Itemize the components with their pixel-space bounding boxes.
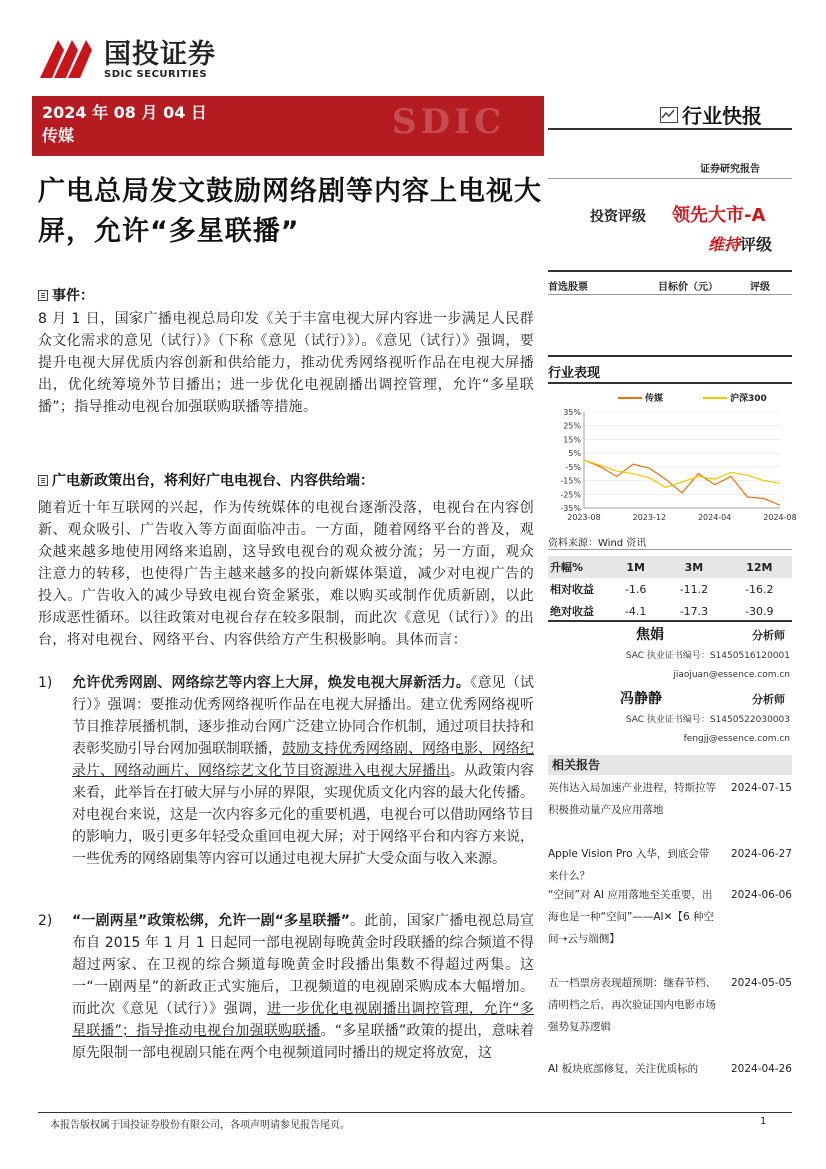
perf-bottom-rule (548, 620, 792, 622)
list-item[interactable] (548, 777, 792, 821)
related-report-title[interactable]: Apple Vision Pro 入华，到底会带来什么？ (548, 848, 710, 882)
y-tick-label: 15% (563, 435, 581, 445)
rating-maintain: 维持 (708, 235, 741, 254)
list-item-2-heading: “一剧两星”政策松绑，允许一剧“多星联播” (72, 913, 350, 929)
rating-sub-rest: 评级 (740, 235, 773, 254)
footer-disclaimer: 本报告版权属于国投证券股份有限公司，各项声明请参见报告尾页。 (50, 1120, 350, 1131)
source-rule (548, 549, 792, 550)
y-tick-label: 25% (563, 421, 581, 431)
policy-paragraph: 随着近十年互联网的兴起，作为传统媒体的电视台逐渐没落，电视台在内容创新、观众吸引、广告收入等方面面临冲击。一方面，随着网络平台的普及，观众越来越多地使用网络来追剧，这导致电视台的观众被分流；另一方面，观众注意力的转移，也使得广告主越来越多的投向新媒体渠道，减少对电视广告的投入。广告收入的减少导致电视台资金紧张，难以购买或制作优质新剧，以此形成恶性循环。以往政策对电视台存在较多限制，而此次《意见（试行）》的出台，将对电视台、网络平台、内容供给方产生积极影响。具体而言： (38, 500, 534, 648)
logo-english-name: SDIC SECURITIES (104, 68, 208, 80)
y-tick-label: 5% (568, 449, 581, 459)
related-report-title[interactable]: AI 板块底部修复，关注优质标的 (548, 1063, 699, 1075)
series-line-hs300 (584, 460, 780, 487)
y-tick-label: -25% (560, 490, 581, 500)
chart-icon (660, 107, 678, 123)
list-item[interactable] (548, 843, 792, 887)
perf-header-3: 12M (727, 556, 792, 578)
event-heading-text: 事件： (52, 288, 94, 304)
list-item[interactable] (548, 884, 792, 950)
market-chart (548, 388, 797, 528)
header-rule (548, 128, 792, 130)
list-item-1-underlined: 鼓励支持优秀网络剧、网络电影、网络纪录片、网络动画片、网络综艺文化节目资源进入电视大屏播出 (72, 741, 534, 779)
y-tick-label: -35% (560, 504, 581, 513)
page-number: 1 (760, 1116, 767, 1127)
x-tick-label: 2023-08 (567, 513, 601, 522)
banner-watermark: SDIC (392, 102, 506, 142)
related-report-title[interactable]: “空间”对 AI 应用落地至关重要，出海也是一种“空间”——AI✕【6 种空间➝云与端侧】 (548, 889, 714, 945)
analyst-2-cert: SAC 执业证书编号：S1450522030003 (625, 715, 790, 725)
analyst-1-role: 分析师 (752, 629, 785, 642)
x-tick-label: 2023-12 (632, 513, 667, 522)
related-report-date: 2024-05-05 (730, 977, 792, 989)
doc-type-label: 行业快报 (682, 104, 762, 128)
x-tick-label: 2024-08 (763, 513, 797, 522)
related-report-date: 2024-06-27 (730, 848, 792, 860)
analyst-2-email[interactable]: fengjj@essence.com.cn (683, 734, 790, 744)
document-icon (38, 290, 48, 301)
performance-header-row (548, 556, 792, 578)
list-item-2-text-a: 。此前，国家广播电视总局宣布自 2015 年 1 月 1 日起同一部电视剧每晚黄金时段联播的综合频道不得超过两家、在卫视的综合频道每晚黄金时段播出集数不得超过两集。这一“一剧两星”的新政正式实施后，卫视频道的电视剧采购成本大幅增加。而此次《意见（试行）》强调， (72, 913, 534, 1017)
perf-cell: -16.2 (745, 582, 774, 596)
list-item[interactable] (548, 972, 792, 1038)
report-sector: 传媒 (42, 126, 75, 145)
related-report-title[interactable]: 英伟达入局加速产业进程，特斯拉等积极推动量产及应用落地 (548, 782, 716, 816)
picks-rule (548, 294, 792, 295)
document-icon (38, 475, 48, 486)
list-item-2 (38, 910, 534, 1064)
report-type-rule (548, 178, 792, 179)
list-item-1-text-b: 。从政策内容来看，此举旨在打破大屏与小屏的界限，实现优质文化内容的最大化传播。对电视台来说，这是一次内容多元化的重要机遇，电视台可以借助网络节目的影响力，吸引更多年轻受众重回电视大屏；对于网络平台和内容方来说，一些优秀的网络剧集等内容可以通过电视大屏扩大受众面与收入来源。 (72, 763, 534, 867)
analyst-2-role: 分析师 (752, 693, 785, 706)
picks-col-target: 目标价（元） (658, 282, 718, 293)
rating-rule (548, 270, 792, 272)
report-type: 证券研究报告 (700, 164, 760, 175)
company-logo (38, 38, 216, 82)
policy-heading (38, 470, 374, 490)
analyst-1-cert: SAC 执业证书编号：S1450516120001 (625, 651, 790, 661)
chart-legend (618, 391, 767, 404)
date-sector-banner (32, 96, 544, 156)
logo-chinese-name: 国投证券 (104, 38, 216, 70)
logo-mark-icon (38, 38, 98, 82)
table-row (548, 578, 792, 600)
perf-cell: -30.9 (745, 604, 774, 618)
report-title: 广电总局发文鼓励网络剧等内容上电视大屏，允许“多星联播” (38, 176, 542, 247)
picks-col-stock: 首选股票 (548, 282, 588, 293)
list-item-1-number: 1) (38, 675, 53, 691)
related-report-date: 2024-07-15 (730, 782, 792, 794)
market-title: 行业表现 (548, 366, 601, 381)
perf-header-1: 1M (610, 556, 661, 578)
legend-hs300-label: 沪深300 (730, 394, 767, 404)
picks-bottom-rule (548, 355, 792, 357)
chart-source: 资料来源：Wind 资讯 (548, 538, 647, 549)
perf-cell: -4.1 (624, 604, 647, 618)
legend-media-label: 传媒 (645, 394, 664, 404)
related-report-date: 2024-04-26 (730, 1063, 792, 1075)
event-heading (38, 285, 94, 305)
list-item-2-underlined: 进一步优化电视剧播出调控管理，允许“多星联播”；指导推动电视台加强联购联播 (72, 1001, 534, 1039)
perf-cell: -1.6 (624, 582, 647, 596)
list-item-2-text-b: 。“多星联播”政策的提出，意味着原先限制一部电视剧只能在两个电视频道同时播出的规定将放宽，这 (72, 1023, 534, 1061)
list-item-1-heading: 允许优秀网剧、网络综艺等内容上大屏，焕发电视大屏新活力。 (72, 675, 471, 691)
rating-label: 投资评级 (590, 209, 646, 225)
rating-sub (708, 232, 772, 255)
performance-table (548, 556, 792, 622)
related-report-date: 2024-06-06 (730, 889, 792, 901)
x-tick-label: 2024-04 (697, 513, 732, 522)
list-item[interactable] (548, 1058, 792, 1080)
chart-canvas (548, 388, 797, 528)
y-tick-label: -15% (560, 476, 581, 486)
perf-cell: -11.2 (679, 582, 709, 596)
picks-col-rating: 评级 (750, 282, 770, 293)
footer-rule (38, 1112, 792, 1113)
related-report-title[interactable]: 五一档票房表现超预期：继春节档、清明档之后，再次验证国内电影市场强势复苏逻辑 (548, 977, 716, 1033)
doc-type (660, 100, 762, 129)
perf-row-label: 绝对收益 (550, 605, 594, 618)
market-rule (548, 382, 792, 384)
list-item-1-text-a: 《意见（试行）》强调：要推动优秀网络视听作品在电视大屏播出。建立优秀网络视听节目推荐展播机制，逐步推动台网广泛建立协同合作机制，通过项目扶持和表彰奖励引导台网加强联制联播， (72, 675, 534, 757)
analyst-2-name: 冯静静 (620, 691, 662, 707)
list-item-1 (38, 672, 534, 870)
perf-header-0: 升幅% (548, 556, 610, 578)
analyst-1-name: 焦娟 (636, 627, 664, 643)
y-tick-label: 35% (563, 408, 581, 417)
policy-heading-text: 广电新政策出台，将利好广电电视台、内容供给端： (52, 473, 374, 489)
analyst-1-email[interactable]: jiaojuan@essence.com.cn (673, 670, 790, 680)
table-row (548, 600, 792, 622)
perf-cell: -17.3 (679, 604, 709, 618)
legend-hs300 (703, 391, 767, 404)
legend-media (618, 391, 663, 404)
y-tick-label: -5% (565, 462, 581, 472)
event-paragraph: 8 月 1 日，国家广播电视总局印发《关于丰富电视大屏内容进一步满足人民群众文化需求的意见（试行）》（下称《意见（试行）》）。《意见（试行）》强调，要提升电视大屏优质内容创新和供给能力，推动优秀网络视听作品在电视大屏播出，优化统筹境外节目播出；进一步优化电视剧播出调控管理，允许“多星联播”；指导推动电视台加强联购联播等措施。 (38, 311, 534, 415)
list-item-2-number: 2) (38, 913, 53, 929)
report-date: 2024 年 08 月 04 日 (42, 103, 207, 122)
perf-row-label: 相对收益 (550, 583, 594, 596)
perf-header-2: 3M (661, 556, 726, 578)
related-reports-title: 相关报告 (548, 755, 792, 775)
rating-value: 领先大市-A (672, 205, 766, 226)
